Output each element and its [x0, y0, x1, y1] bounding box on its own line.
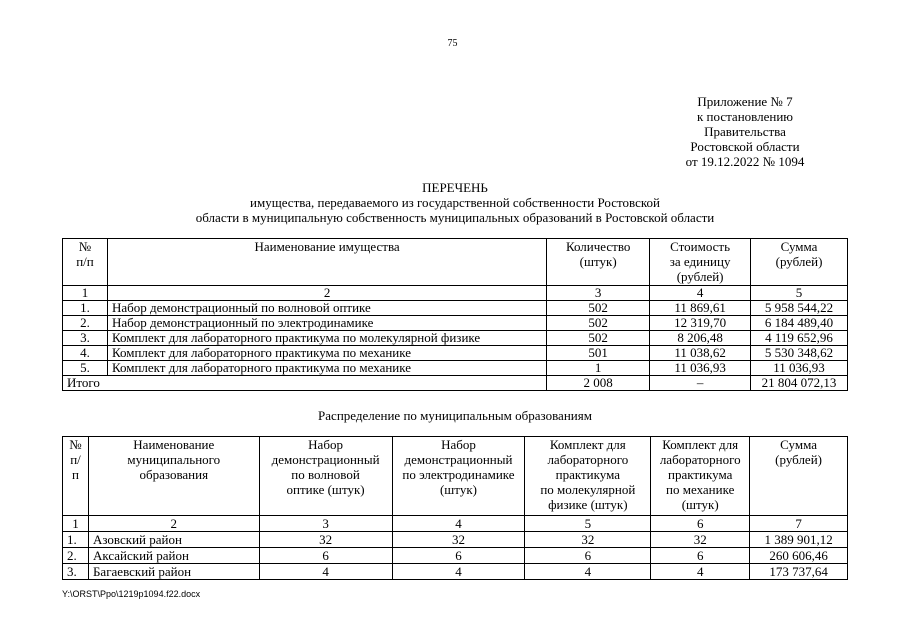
appendix-line: Приложение № 7: [697, 94, 793, 109]
table-row: [63, 361, 848, 376]
header-municipality: Наименование муниципального образования: [88, 437, 259, 516]
column-number: 2: [88, 516, 259, 532]
row-mechanics: 6: [651, 548, 750, 564]
column-number: 5: [525, 516, 651, 532]
row-sum: 5 530 348,62: [751, 346, 848, 361]
header-num: № п/п: [63, 239, 108, 286]
column-number-row: [63, 516, 848, 532]
column-number: 6: [651, 516, 750, 532]
row-num: 1.: [63, 532, 89, 548]
header-sum: Сумма (рублей): [750, 437, 848, 516]
row-name: Комплект для лабораторного практикума по механике: [107, 361, 546, 376]
property-table: [62, 238, 848, 391]
row-sum: 5 958 544,22: [751, 301, 848, 316]
row-wave-optics: 4: [259, 564, 392, 580]
table-row: [63, 532, 848, 548]
row-num: 2.: [63, 548, 89, 564]
table-row: [63, 548, 848, 564]
column-number: 5: [751, 286, 848, 301]
table-row: [63, 316, 848, 331]
row-name: Набор демонстрационный по электродинамике: [107, 316, 546, 331]
document-subtitle-line: имущества, передаваемого из государственной собственности Ростовской: [250, 195, 660, 210]
appendix-line: от 19.12.2022 № 1094: [685, 154, 805, 169]
row-municipality: Аксайский район: [88, 548, 259, 564]
total-price: –: [650, 376, 751, 391]
row-num: 1.: [63, 301, 108, 316]
distribution-heading: Распределение по муниципальным образованиям: [318, 408, 592, 423]
file-path-footer: Y:\ORST\Ppo\1219p1094.f22.docx: [62, 589, 201, 599]
row-qty: 501: [547, 346, 650, 361]
header-price: Стоимость за единицу (рублей): [650, 239, 751, 286]
column-number: 4: [650, 286, 751, 301]
row-qty: 502: [547, 331, 650, 346]
row-electrodynamics: 4: [392, 564, 525, 580]
appendix-line: к постановлению: [696, 109, 794, 124]
row-price: 11 869,61: [650, 301, 751, 316]
row-qty: 502: [547, 316, 650, 331]
column-number: 1: [63, 286, 108, 301]
row-sum: 4 119 652,96: [751, 331, 848, 346]
column-number: 2: [107, 286, 546, 301]
row-qty: 502: [547, 301, 650, 316]
total-row: [63, 376, 848, 391]
appendix-line: Правительства: [704, 124, 786, 139]
header-mechanics: Комплект для лабораторного практикума по механике (штук): [651, 437, 750, 516]
row-mechanics: 4: [651, 564, 750, 580]
row-mechanics: 32: [651, 532, 750, 548]
column-number-row: [63, 286, 848, 301]
row-sum: 11 036,93: [751, 361, 848, 376]
row-num: 2.: [63, 316, 108, 331]
header-qty: Количество (штук): [547, 239, 650, 286]
column-number: 3: [547, 286, 650, 301]
row-name: Набор демонстрационный по волновой оптике: [107, 301, 546, 316]
column-number: 3: [259, 516, 392, 532]
row-num: 5.: [63, 361, 108, 376]
table-header-row: [63, 437, 848, 516]
document-subtitle-line: области в муниципальную собственность муниципальных образований в Ростовской области: [195, 210, 715, 225]
row-electrodynamics: 32: [392, 532, 525, 548]
column-number: 4: [392, 516, 525, 532]
distribution-table: [62, 436, 848, 580]
column-number: 1: [63, 516, 89, 532]
row-wave-optics: 6: [259, 548, 392, 564]
header-molecular-physics: Комплект для лабораторного практикума по молекулярной физике (штук): [525, 437, 651, 516]
document-title: ПЕРЕЧЕНЬ: [422, 180, 488, 195]
page-number: 75: [447, 38, 458, 49]
header-num: № п/п: [63, 437, 89, 516]
table-row: [63, 301, 848, 316]
header-name: Наименование имущества: [107, 239, 546, 286]
appendix-line: Ростовской области: [690, 139, 800, 154]
appendix-block: [640, 94, 850, 169]
header-wave-optics: Набор демонстрационный по волновой оптике (штук): [259, 437, 392, 516]
row-price: 8 206,48: [650, 331, 751, 346]
row-name: Комплект для лабораторного практикума по молекулярной физике: [107, 331, 546, 346]
row-molecular-physics: 6: [525, 548, 651, 564]
row-sum: 1 389 901,12: [750, 532, 848, 548]
total-sum: 21 804 072,13: [751, 376, 848, 391]
row-name: Комплект для лабораторного практикума по механике: [107, 346, 546, 361]
row-price: 12 319,70: [650, 316, 751, 331]
row-num: 4.: [63, 346, 108, 361]
row-num: 3.: [63, 564, 89, 580]
row-molecular-physics: 4: [525, 564, 651, 580]
row-price: 11 036,93: [650, 361, 751, 376]
row-wave-optics: 32: [259, 532, 392, 548]
table-row: [63, 331, 848, 346]
row-qty: 1: [547, 361, 650, 376]
table-header-row: [63, 239, 848, 286]
row-sum: 173 737,64: [750, 564, 848, 580]
header-sum: Сумма (рублей): [751, 239, 848, 286]
row-price: 11 038,62: [650, 346, 751, 361]
total-label: Итого: [63, 376, 547, 391]
row-num: 3.: [63, 331, 108, 346]
total-qty: 2 008: [547, 376, 650, 391]
row-municipality: Азовский район: [88, 532, 259, 548]
row-molecular-physics: 32: [525, 532, 651, 548]
table-row: [63, 346, 848, 361]
column-number: 7: [750, 516, 848, 532]
header-electrodynamics: Набор демонстрационный по электродинамике (штук): [392, 437, 525, 516]
table-row: [63, 564, 848, 580]
document-heading: [60, 180, 850, 225]
row-electrodynamics: 6: [392, 548, 525, 564]
row-municipality: Багаевский район: [88, 564, 259, 580]
row-sum: 6 184 489,40: [751, 316, 848, 331]
row-sum: 260 606,46: [750, 548, 848, 564]
